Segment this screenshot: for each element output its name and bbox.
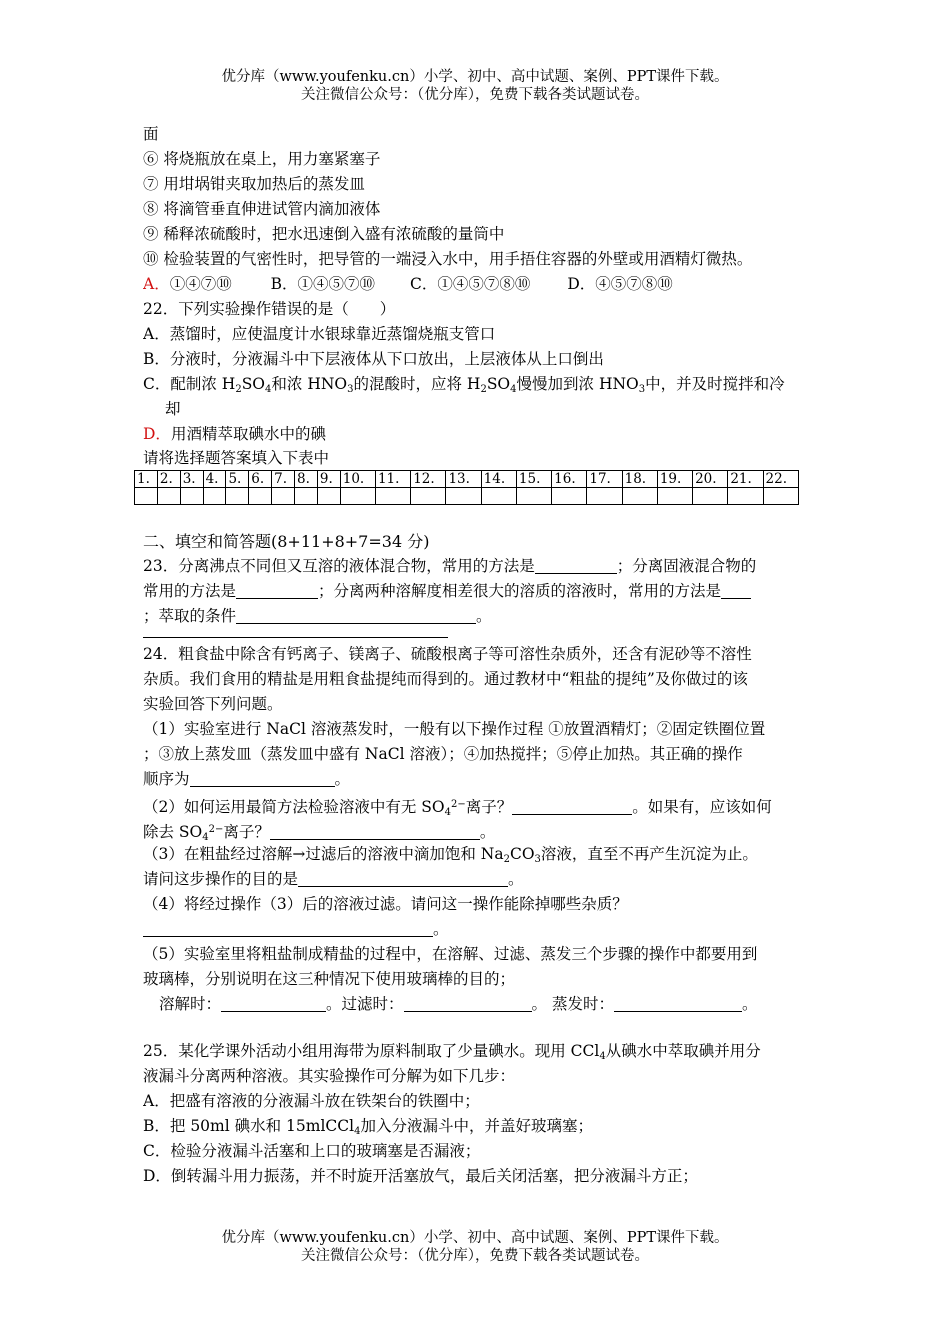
q24-line-1: 24．粗食盐中除含有钙离子、镁离子、硫酸根离子等可溶性杂质外，还含有泥砂等不溶性 <box>143 645 752 663</box>
answer-table-answer-cell[interactable] <box>693 488 728 505</box>
q24-p5-blank-3[interactable] <box>614 994 742 1012</box>
q24-part-5-line-3 <box>143 992 811 1017</box>
q23-text-4: ；分离两种溶解度相差很大的溶质的溶液时，常用的方法是 <box>318 582 722 600</box>
q25-step-a: A．把盛有溶液的分液漏斗放在铁架台的铁圈中； <box>143 1092 480 1110</box>
q23-line-3 <box>143 604 811 629</box>
answer-table-header-cell: 19. <box>657 471 692 488</box>
answer-table-header-cell: 15. <box>516 471 551 488</box>
page-header <box>0 68 950 104</box>
header-line-2: 关注微信公众号：（优分库），免费下载各类试题试卷。 <box>301 87 649 103</box>
answer-table-header-cell: 16. <box>552 471 587 488</box>
q23-text-1: 23．分离沸点不同但又互溶的液体混合物，常用的方法是 <box>143 557 535 575</box>
q24-part-3-line-1 <box>143 842 811 867</box>
answer-table-prompt: 请将选择题答案填入下表中 <box>143 449 330 467</box>
q22-option-d-text: 用酒精萃取碘水中的碘 <box>170 425 326 443</box>
answer-table-header-cell: 14. <box>481 471 516 488</box>
q22-option-a: A．蒸馏时，应使温度计水银球靠近蒸馏烧瓶支管口 <box>143 325 496 343</box>
q24-part-2-line-2 <box>143 817 811 842</box>
q21-continuation: 面 <box>143 125 159 143</box>
answer-table-header-cell: 11. <box>375 471 410 488</box>
header-line-1: 优分库（www.youfenku.cn）小学、初中、高中试题、案例、PPT课件下载。 <box>221 69 729 85</box>
answer-table-answer-cell[interactable] <box>272 488 295 505</box>
q21-option-a: ①④⑦⑩ <box>169 275 232 293</box>
q24-part-1-line-2: ；③放上蒸发皿（蒸发皿中盛有 NaCl 溶液）；④加热搅拌；⑤停止加热。其正确的操作 <box>143 745 743 763</box>
q23-blank-3[interactable] <box>721 581 751 599</box>
answer-table <box>134 470 799 505</box>
answer-table-answer-cell[interactable] <box>180 488 203 505</box>
answer-table-header-cell: 9. <box>317 471 340 488</box>
q24-p3-text-4: 请问这步操作的目的是 <box>143 870 299 888</box>
answer-table-header-cell: 8. <box>295 471 318 488</box>
q24-p2-blank-1[interactable] <box>512 797 632 815</box>
q24-p2-text-4: 除去 SO <box>143 823 203 841</box>
question-21-continued <box>143 122 811 297</box>
answer-table-answer-cell[interactable] <box>446 488 481 505</box>
question-22 <box>143 297 811 447</box>
answer-table-header-cell: 3. <box>180 471 203 488</box>
q25-line-1 <box>143 1039 811 1064</box>
q24-part-4-line-2 <box>143 917 811 942</box>
answer-table-answer-cell[interactable] <box>226 488 249 505</box>
q24-p5-blank-1[interactable] <box>221 994 326 1012</box>
q22-c-text-3: 和浓 HNO <box>271 375 348 393</box>
q24-p2-blank-2[interactable] <box>270 822 480 840</box>
q25-step-d: D．倒转漏斗用力振荡，并不时旋开活塞放气，最后关闭活塞，把分液漏斗方正； <box>143 1167 698 1185</box>
q23-blank-2[interactable] <box>236 581 318 599</box>
q24-p5-evaporate-label: 。 蒸发时： <box>531 995 614 1013</box>
q22-stem: 22．下列实验操作错误的是（ ） <box>143 300 396 318</box>
q22-c-sub-3: 3 <box>347 384 354 395</box>
q22-c-text-6: 慢慢加到浓 HNO <box>516 375 639 393</box>
answer-table-header-cell: 22. <box>763 471 798 488</box>
answer-table-answer-cell[interactable] <box>587 488 622 505</box>
q25-text-1: 25．某化学课外活动小组用海带为原料制取了少量碘水。现用 CCl <box>143 1042 600 1060</box>
q24-p2-sup-2: 2− <box>208 824 224 835</box>
q24-p3-blank[interactable] <box>298 869 508 887</box>
q24-part-2-line-1 <box>143 792 811 817</box>
q24-p2-text-3: 。如果有，应该如何 <box>632 798 772 816</box>
q23-text-6: 。 <box>476 607 492 625</box>
answer-table-header-cell: 20. <box>693 471 728 488</box>
answer-table-header-cell: 2. <box>157 471 180 488</box>
q22-c-sub-4: 2 <box>480 384 487 395</box>
q22-option-c <box>143 372 811 397</box>
q24-part-4-line-1: （4）将经过操作（3）后的溶液过滤。请问这一操作能除掉哪些杂质？ <box>143 895 628 913</box>
q22-option-b: B．分液时，分液漏斗中下层液体从下口放出，上层液体从上口倒出 <box>143 350 604 368</box>
q24-p4-end: 。 <box>433 920 449 938</box>
answer-table-answer-cell[interactable] <box>375 488 410 505</box>
q23-text-2: ；分离固液混合物的 <box>616 557 757 575</box>
q25-text-2: 从碘水中萃取碘并用分 <box>605 1042 761 1060</box>
q21-item-6: ⑥ 将烧瓶放在桌上，用力塞紧塞子 <box>143 150 381 168</box>
footer-line-2: 关注微信公众号：（优分库），免费下载各类试题试卷。 <box>301 1248 649 1264</box>
q22-c-sub-6: 3 <box>638 384 646 395</box>
q21-item-9: ⑨ 稀释浓硫酸时，把水迅速倒入盛有浓硫酸的量筒中 <box>143 225 505 243</box>
answer-table-header-cell: 21. <box>728 471 763 488</box>
answer-table-header-cell: 13. <box>446 471 481 488</box>
q24-p1-blank[interactable] <box>190 769 335 787</box>
q25-sub-1: 4 <box>599 1051 606 1062</box>
q24-p1-end: 。 <box>334 770 351 788</box>
q22-c-sub-5: 4 <box>510 384 517 395</box>
footer-line-1: 优分库（www.youfenku.cn）小学、初中、高中试题、案例、PPT课件下载。 <box>221 1230 729 1246</box>
q24-p2-text-2: 离子？ <box>465 798 513 816</box>
answer-table-header-cell: 18. <box>622 471 657 488</box>
answer-table-header-cell: 7. <box>272 471 295 488</box>
q22-option-d-letter: D． <box>143 425 171 443</box>
q24-p3-sub-1: 2 <box>503 854 510 865</box>
answer-table-answer-cell[interactable] <box>249 488 272 505</box>
q22-c-text-1: C．配制浓 H <box>143 375 236 393</box>
q22-option-d <box>143 422 811 447</box>
answer-table-answer-cell[interactable] <box>411 488 446 505</box>
q24-p5-end: 。 <box>741 995 758 1013</box>
q21-option-b: B．①④⑤⑦⑩ <box>270 275 376 293</box>
answer-table-answer-cell[interactable] <box>481 488 516 505</box>
q23-text-3: 常用的方法是 <box>143 582 237 600</box>
answer-table-answer-cell[interactable] <box>516 488 551 505</box>
q21-option-d: D．④⑤⑦⑧⑩ <box>567 275 673 293</box>
q24-p3-text-3: 溶液，直至不再产生沉淀为止。 <box>540 845 758 863</box>
q24-line-3: 实验回答下列问题。 <box>143 695 283 713</box>
answer-table-header-cell: 17. <box>587 471 622 488</box>
answer-table-header-cell: 6. <box>249 471 272 488</box>
answer-table-answer-cell[interactable] <box>295 488 318 505</box>
q24-p3-text-1: （3）在粗盐经过溶解→过滤后的溶液中滴加饱和 Na <box>143 845 504 863</box>
q25-step-b <box>143 1114 811 1139</box>
q24-p2-sup: 2− <box>451 799 466 810</box>
q24-p3-sub-2: 3 <box>534 854 541 865</box>
q24-p2-text-5: 离子？ <box>223 823 270 841</box>
q21-option-c: C．①④⑤⑦⑧⑩ <box>410 275 531 293</box>
q22-c-text-7: 中，并及时搅拌和冷 <box>645 375 785 393</box>
q24-p1-text: 顺序为 <box>143 770 190 788</box>
question-25 <box>143 1039 811 1189</box>
q24-part-3-line-2 <box>143 867 811 892</box>
q24-part-5-line-1: （5）实验室里将粗盐制成精盐的过程中，在溶解、过滤、蒸发三个步骤的操作中都要用到 <box>143 945 758 963</box>
q22-c-text-5: SO <box>486 375 511 393</box>
q23-answer-rule[interactable] <box>143 629 448 638</box>
answer-table-header-row <box>135 471 799 488</box>
answer-table-answer-cell[interactable] <box>552 488 587 505</box>
answer-table-answer-cell[interactable] <box>728 488 763 505</box>
answer-table-answer-cell[interactable] <box>763 488 798 505</box>
q25-b-text-2: 加入分液漏斗中，并盖好玻璃塞； <box>360 1117 593 1135</box>
q21-item-8: ⑧ 将滴管垂直伸进试管内滴加液体 <box>143 200 381 218</box>
q21-option-a-letter: A． <box>143 275 170 293</box>
answer-table-answer-cell[interactable] <box>657 488 692 505</box>
q21-options <box>143 272 811 297</box>
answer-table-header-cell: 12. <box>411 471 446 488</box>
answer-table-answer-cell[interactable] <box>157 488 180 505</box>
question-24 <box>143 642 811 1017</box>
answer-table-answer-cell[interactable] <box>622 488 657 505</box>
q24-part-1-line-3 <box>143 767 811 792</box>
q23-text-5: ；萃取的条件 <box>143 607 237 625</box>
answer-table-header-cell: 5. <box>226 471 249 488</box>
q23-line-1 <box>143 554 811 579</box>
question-23 <box>143 554 811 638</box>
q24-p2-text-1: （2）如何运用最简方法检验溶液中有无 SO <box>143 798 445 816</box>
q24-p3-end: 。 <box>508 870 524 888</box>
section-2-title: 二、填空和简答题(8+11+8+7=34 分) <box>143 532 430 551</box>
q22-c-sub-1: 2 <box>235 384 242 395</box>
q24-p3-text-2: CO <box>509 845 535 863</box>
q24-p5-filter-label: 。过滤时： <box>326 995 404 1013</box>
q25-step-c: C．检验分液漏斗活塞和上口的玻璃塞是否漏液； <box>143 1142 481 1160</box>
q24-p4-blank[interactable] <box>143 919 433 937</box>
page-footer <box>0 1229 950 1265</box>
q25-b-text-1: B．把 50ml 碘水和 15mlCCl <box>143 1117 355 1135</box>
q24-part-5-line-2: 玻璃棒，分别说明在这三种情况下使用玻璃棒的目的； <box>143 970 516 988</box>
q22-c-text-4: 的混酸时，应将 H <box>353 375 481 393</box>
q24-p5-dissolve-label: 溶解时： <box>159 995 222 1013</box>
q25-b-sub: 4 <box>354 1126 361 1137</box>
answer-section <box>137 447 811 505</box>
q24-p5-blank-2[interactable] <box>404 994 532 1012</box>
q23-blank-4[interactable] <box>236 606 476 624</box>
q24-p2-sub: 4 <box>444 807 451 817</box>
q24-p2-text-6: 。 <box>479 823 496 841</box>
q21-item-7: ⑦ 用坩埚钳夹取加热后的蒸发皿 <box>143 175 365 193</box>
answer-table-answer-cell[interactable] <box>203 488 226 505</box>
answer-table-answer-row <box>135 488 799 505</box>
q22-c-sub-2: 4 <box>265 384 272 395</box>
main-content <box>137 122 811 1189</box>
answer-table-answer-cell[interactable] <box>317 488 340 505</box>
answer-table-answer-cell[interactable] <box>340 488 375 505</box>
q22-c-text-2: SO <box>241 375 266 393</box>
q24-part-1-line-1: （1）实验室进行 NaCl 溶液蒸发时，一般有以下操作过程 ①放置酒精灯；②固定铁圈位置 <box>143 720 766 738</box>
answer-table-header-cell: 4. <box>203 471 226 488</box>
answer-table-header-cell: 1. <box>135 471 158 488</box>
q23-blank-1[interactable] <box>535 556 617 574</box>
q23-line-2 <box>143 579 811 604</box>
answer-table-answer-cell[interactable] <box>135 488 158 505</box>
q24-p2-sub-2: 4 <box>202 832 209 842</box>
answer-table-header-cell: 10. <box>340 471 375 488</box>
q21-item-10: ⑩ 检验装置的气密性时，把导管的一端浸入水中，用手捂住容器的外壁或用酒精灯微热。 <box>143 250 753 268</box>
q25-line-2: 液漏斗分离两种溶液。其实验操作可分解为如下几步： <box>143 1067 516 1085</box>
q22-option-c-continued: 却 <box>165 400 181 418</box>
q24-line-2: 杂质。我们食用的精盐是用粗食盐提纯而得到的。通过教材中“粗盐的提纯”及你做过的该 <box>143 670 748 688</box>
